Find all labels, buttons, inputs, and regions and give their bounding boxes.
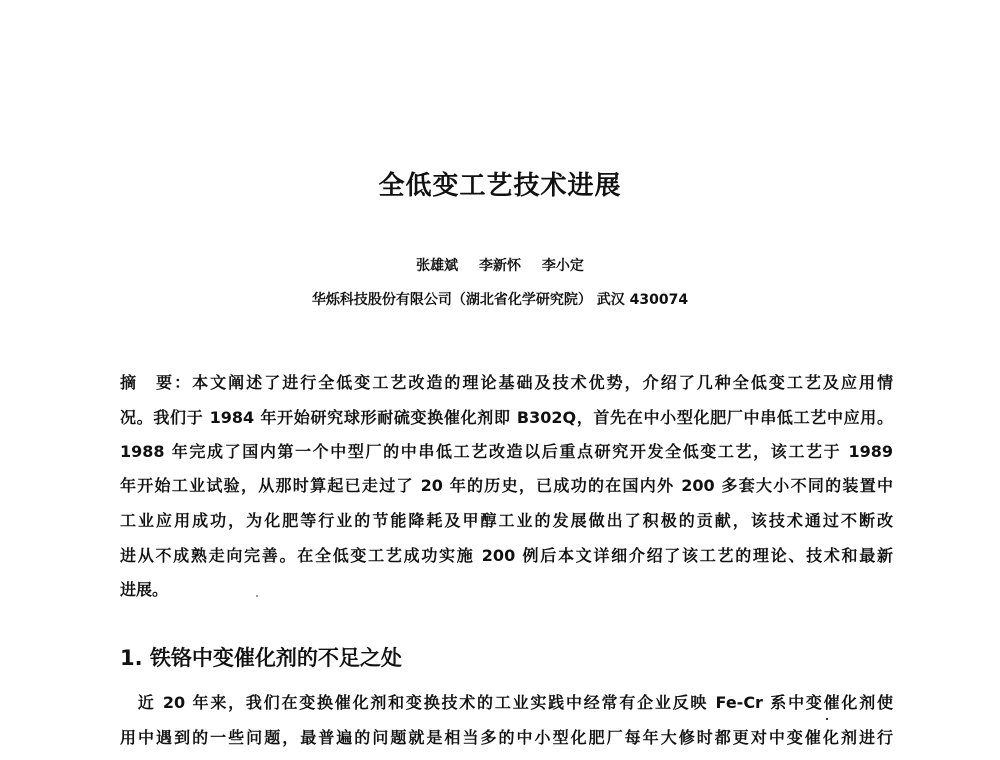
- author: 李新怀: [479, 258, 521, 274]
- author-list: [0, 255, 1000, 275]
- body-line: 近 20 年来，我们在变换催化剂和变换技术的工业实践中经常有企业反映 Fe-Cr 系中变催化剂使: [120, 693, 893, 712]
- abstract-line: 况。我们于 1984 年开始研究球形耐硫变换催化剂即 B302Q，首先在中小型化肥厂中串低工艺中应用。: [120, 408, 893, 427]
- author: 张雄斌: [416, 258, 459, 274]
- section-heading: 1. 铁铬中变催化剂的不足之处: [120, 646, 402, 670]
- abstract-line: 1988 年完成了国内第一个中型厂的中串低工艺改造以后重点研究开发全低变工艺，该工艺于 1989: [120, 442, 893, 461]
- paper-title: 全低变工艺技术进展: [378, 171, 622, 201]
- abstract-line: 年开始工业试验，从那时算起已走过了 20 年的历史，已成功的在国内外 200 多套大小不同的装置中: [120, 476, 893, 495]
- abstract-line: 进从不成熟走向完善。在全低变工艺成功实施 200 例后本文详细介绍了该工艺的理论、技术和最新: [120, 546, 893, 565]
- abstract-line: 工业应用成功，为化肥等行业的节能降耗及甲醇工业的发展做出了积极的贡献，该技术通过不断改: [120, 511, 893, 530]
- body-line: 用中遇到的一些问题，最普遍的问题就是相当多的中小型化肥厂每年大修时都更对中变催化剂进行: [120, 728, 893, 747]
- scan-speck: [256, 595, 258, 597]
- affiliation: 华烁科技股份有限公司（湖北省化学研究院） 武汉 430074: [311, 292, 689, 308]
- abstract-line: 摘 要：本文阐述了进行全低变工艺改造的理论基础及技术优势，介绍了几种全低变工艺及应用情: [120, 373, 893, 392]
- author: 李小定: [541, 258, 584, 274]
- abstract-line: 进展。: [120, 580, 169, 599]
- scan-speck: [826, 718, 828, 720]
